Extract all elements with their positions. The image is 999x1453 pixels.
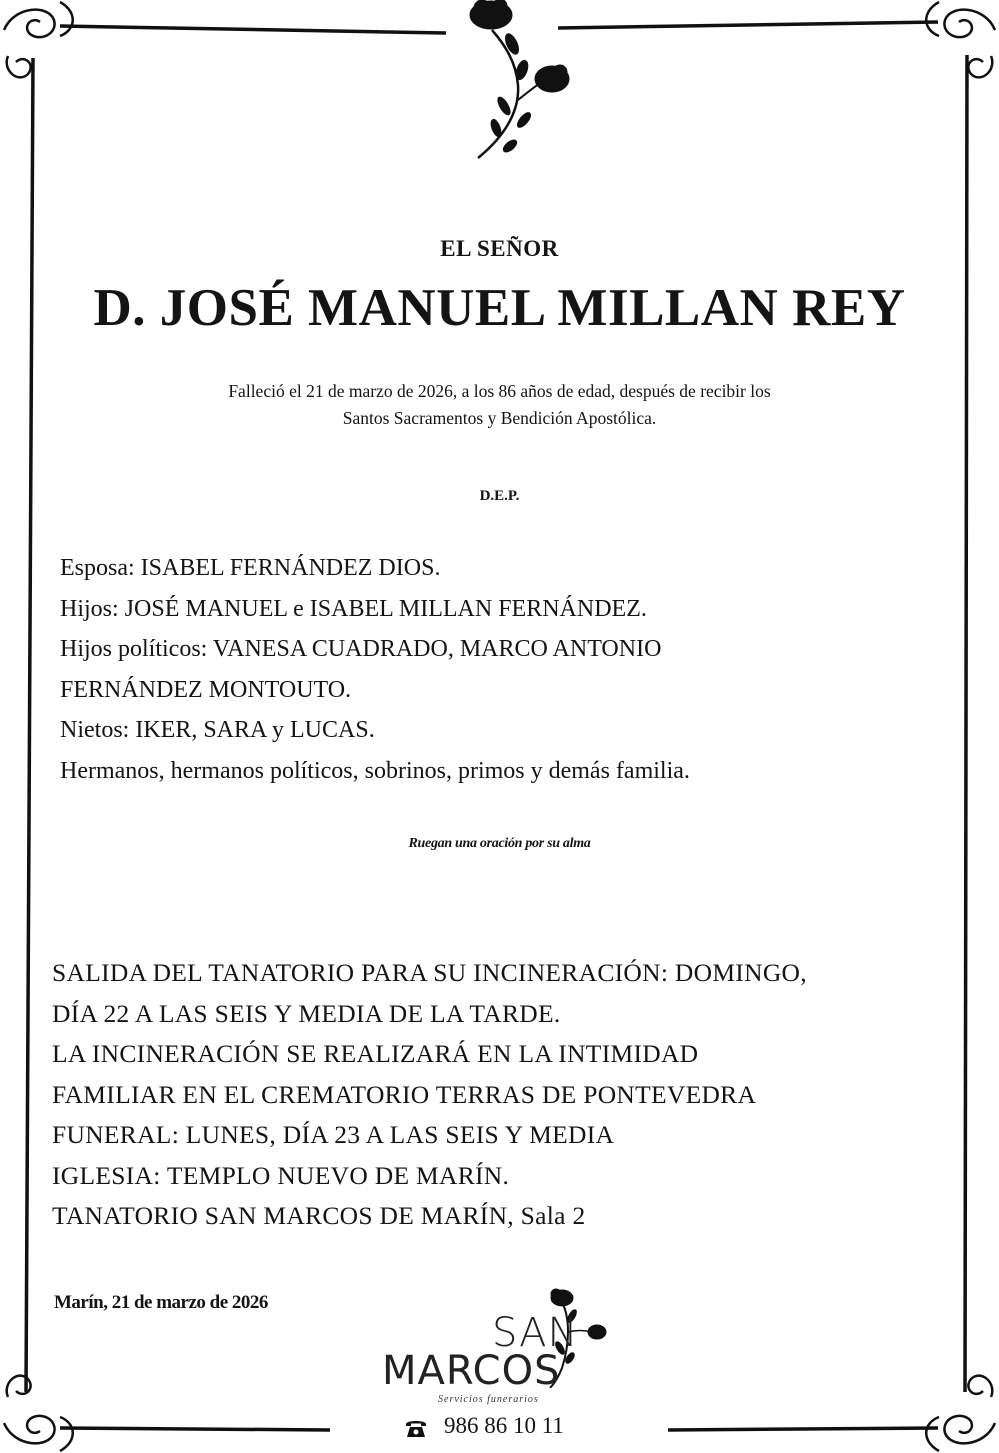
service-line: FAMILIAR EN EL CREMATORIO TERRAS DE PONTEVEDRA bbox=[52, 1079, 757, 1109]
family-line-children: Hijos: JOSÉ MANUEL e ISABEL MILLAN FERNÁNDEZ. bbox=[60, 595, 647, 622]
service-line: DÍA 22 A LAS SEIS Y MEDIA DE LA TARDE. bbox=[52, 998, 561, 1028]
service-line: SALIDA DEL TANATORIO PARA SU INCINERACIÓN: DOMINGO, bbox=[52, 958, 807, 987]
corner-flourish-icon bbox=[926, 2, 995, 77]
family-line-in-laws: Hijos políticos: VANESA CUADRADO, MARCO ANTONIO bbox=[60, 636, 662, 662]
prayer-request: Ruegan una oración por su alma bbox=[408, 836, 591, 851]
family-line-spouse: Esposa: ISABEL FERNÁNDEZ DIOS. bbox=[60, 555, 441, 581]
flower-sprig-icon bbox=[470, 0, 569, 158]
logo-text-marcos: MARCOS bbox=[382, 1348, 561, 1394]
service-line: TANATORIO SAN MARCOS DE MARÍN, Sala 2 bbox=[52, 1201, 586, 1230]
logo-text-san: SAN bbox=[492, 1310, 579, 1356]
service-line: LA INCINERACIÓN SE REALIZARÁ EN LA INTIMIDAD bbox=[52, 1039, 699, 1068]
logo-tagline: Servicios funerarios bbox=[438, 1394, 539, 1405]
family-line-grandchildren: Nietos: IKER, SARA y LUCAS. bbox=[60, 717, 375, 743]
death-notice-line: Santos Sacramentos y Bendición Apostólica. bbox=[342, 408, 657, 428]
death-notice-line: Falleció el 21 de marzo de 2026, a los 86 años de edad, después de recibir los bbox=[228, 381, 771, 401]
telephone-icon bbox=[404, 1417, 428, 1439]
family-list bbox=[60, 548, 690, 791]
corner-flourish-icon bbox=[4, 2, 73, 77]
honorific: EL SEÑOR bbox=[440, 236, 559, 261]
service-line: FUNERAL: LUNES, DÍA 23 A LAS SEIS Y MEDIA bbox=[52, 1120, 615, 1149]
corner-flourish-icon bbox=[4, 1376, 73, 1451]
phone-number-text: 986 86 10 11 bbox=[444, 1413, 564, 1438]
family-line-in-laws-cont: FERNÁNDEZ MONTOUTO. bbox=[60, 676, 352, 703]
family-line-relatives: Hermanos, hermanos políticos, sobrinos, primos y demás familia. bbox=[60, 757, 690, 784]
service-details bbox=[52, 953, 807, 1237]
death-notice bbox=[0, 378, 999, 432]
phone-number bbox=[404, 1413, 564, 1439]
service-line: IGLESIA: TEMPLO NUEVO DE MARÍN. bbox=[52, 1160, 510, 1190]
funeral-home-logo bbox=[370, 1288, 630, 1413]
corner-flourish-icon bbox=[926, 1376, 995, 1451]
place-date: Marín, 21 de marzo de 2026 bbox=[54, 1292, 268, 1313]
rip-label: D.E.P. bbox=[479, 488, 520, 504]
deceased-name: D. JOSÉ MANUEL MILLAN REY bbox=[93, 279, 906, 337]
